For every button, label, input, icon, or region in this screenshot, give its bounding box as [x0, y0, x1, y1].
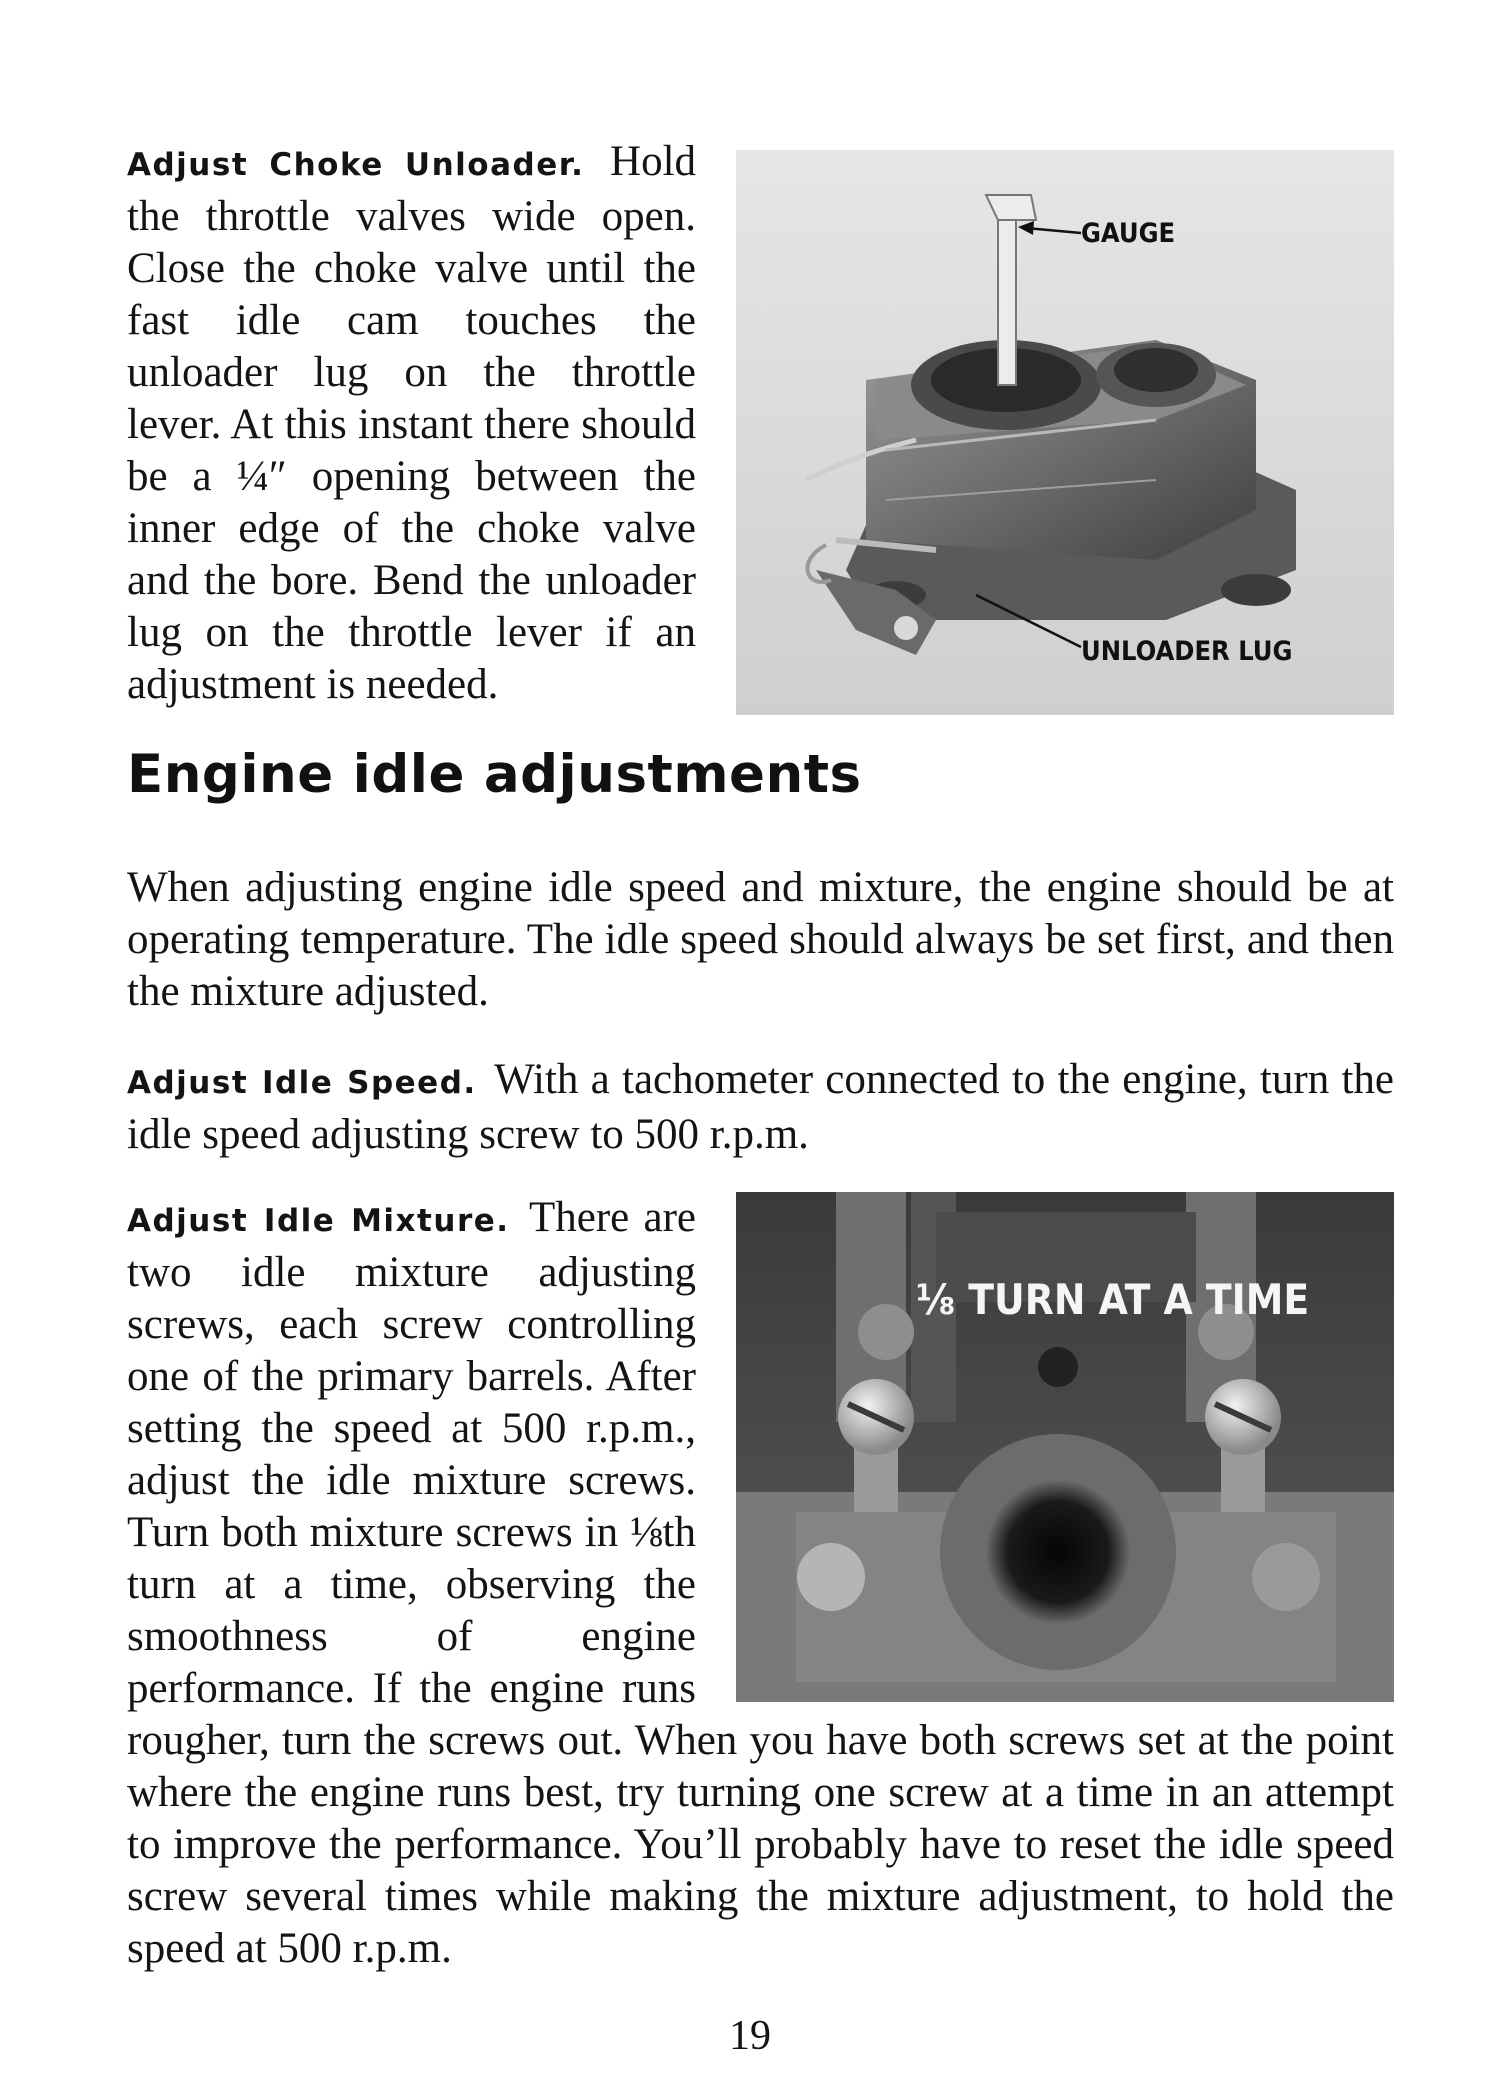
idle-intro-paragraph: When adjusting engine idle speed and mixture, the engine should be at operating temperature. The idle speed should always be set first, and then the mixture adjusted. — [127, 864, 1394, 1015]
mixture-screws-illustration — [736, 1192, 1394, 1702]
gauge-label: GAUGE — [1081, 218, 1176, 249]
mixture-screws-photo — [736, 1192, 1394, 1702]
choke-unloader-paragraph — [127, 136, 1394, 721]
page-number: 19 — [729, 2013, 771, 2059]
section-title: Engine idle adjustments — [127, 744, 862, 805]
idle-speed-text: With a tachometer connected to the engine, turn the idle speed adjusting screw to 500 r.p.m. — [127, 1056, 1394, 1158]
carburetor-gauge-photo — [736, 150, 1394, 715]
choke-unloader-text: Hold the throttle valves wide open. Close the choke valve until the fast idle cam touches the unloader lug on the throttle lever. At this instant there should be a ¼″ opening between the inner edge of the choke valve and the bore. Bend the unloader lug on the throttle lever if an adjustment is needed. — [127, 138, 697, 708]
idle-speed-paragraph — [127, 1054, 1394, 1161]
idle-mixture-heading: Adjust Idle Mixture. — [127, 1203, 510, 1239]
idle-speed-heading: Adjust Idle Speed. — [127, 1065, 477, 1101]
idle-mixture-paragraph — [127, 1192, 1394, 1975]
choke-unloader-heading: Adjust Choke Unloader. — [127, 147, 585, 183]
turn-at-a-time-label: ⅛ TURN AT A TIME — [916, 1275, 1310, 1324]
carburetor-illustration — [736, 150, 1394, 715]
unloader-lug-label: UNLOADER LUG — [1081, 636, 1293, 667]
idle-mixture-text: There are two idle mixture adjusting screws, each screw controlling one of the primary barrels. After setting the speed at 500 r.p.m., adjust the idle mixture screws. Turn both mixture screws in ⅛th turn at a time, observing the smoothness of engine performance. If the engine runs rougher, turn the screws out. When you have both screws set at the point where the engine runs best, try turning one screw at a time in an attempt to improve the performance. You’ll probably have to reset the idle speed screw several times while making the mixture adjustment, to hold the speed at 500 r.p.m. — [127, 1194, 1394, 1972]
